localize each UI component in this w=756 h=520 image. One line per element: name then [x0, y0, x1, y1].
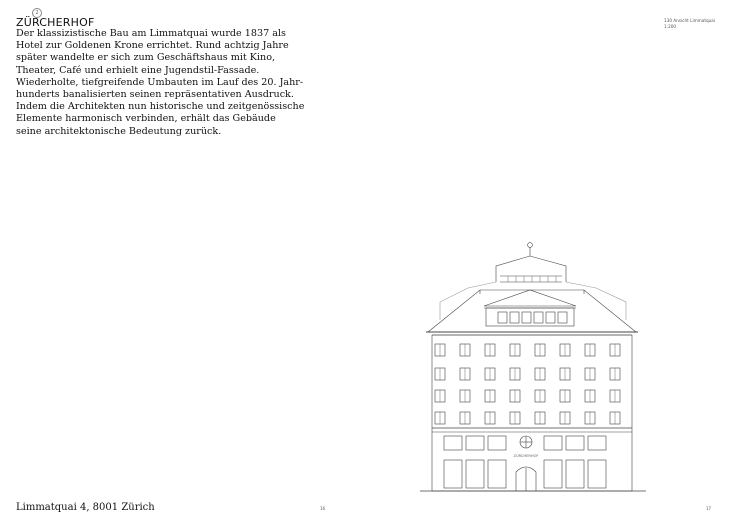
right-roof-outline: [566, 282, 626, 320]
body-line: Wiederholte, tiefgreifende Umbauten im Lauf des 20. Jahr-: [16, 76, 304, 88]
left-roof-outline: [440, 282, 496, 320]
upper-floor-windows: [435, 344, 620, 424]
rooftop-structure: [496, 256, 566, 282]
attic-pediment: [484, 290, 576, 306]
shop-windows: [444, 436, 606, 488]
figure-caption: [664, 18, 715, 30]
building-elevation-drawing: [420, 232, 650, 494]
body-line: später wandelte er sich zum Geschäftshaus mit Kino,: [16, 52, 276, 64]
body-line: Hotel zur Goldenen Krone errichtet. Rund achtzig Jahre: [16, 40, 289, 52]
body-line: hunderts banalisierten seinen repräsentativen Ausdruck.: [16, 89, 294, 101]
section-number-marker: 2: [32, 8, 42, 18]
caption-scale: 1:200: [664, 24, 677, 29]
caption-title: 130 Ansicht Limmatquai: [664, 18, 716, 23]
page-title: ZÜRCHERHOF: [16, 16, 95, 29]
attic-windows: [498, 312, 567, 323]
body-line: Theater, Café und erhielt eine Jugendstil-Fassade.: [16, 64, 260, 76]
facade-sign: ZÜRCHERHOF: [513, 454, 539, 458]
body-line: seine architektonische Bedeutung zurück.: [16, 125, 222, 137]
body-line: Elemente harmonisch verbinden, erhält das Gebäude: [16, 113, 276, 125]
body-line: Der klassizistische Bau am Limmatquai wurde 1837 als: [16, 28, 286, 39]
page-number-right: 17: [706, 506, 712, 511]
address: Limmatquai 4, 8001 Zürich: [16, 502, 155, 513]
body-paragraph: [16, 28, 306, 138]
page-number-left: 16: [320, 506, 326, 511]
body-line: Indem die Architekten nun historische und zeitgenössische: [16, 101, 305, 113]
roof-finial: [528, 243, 533, 248]
